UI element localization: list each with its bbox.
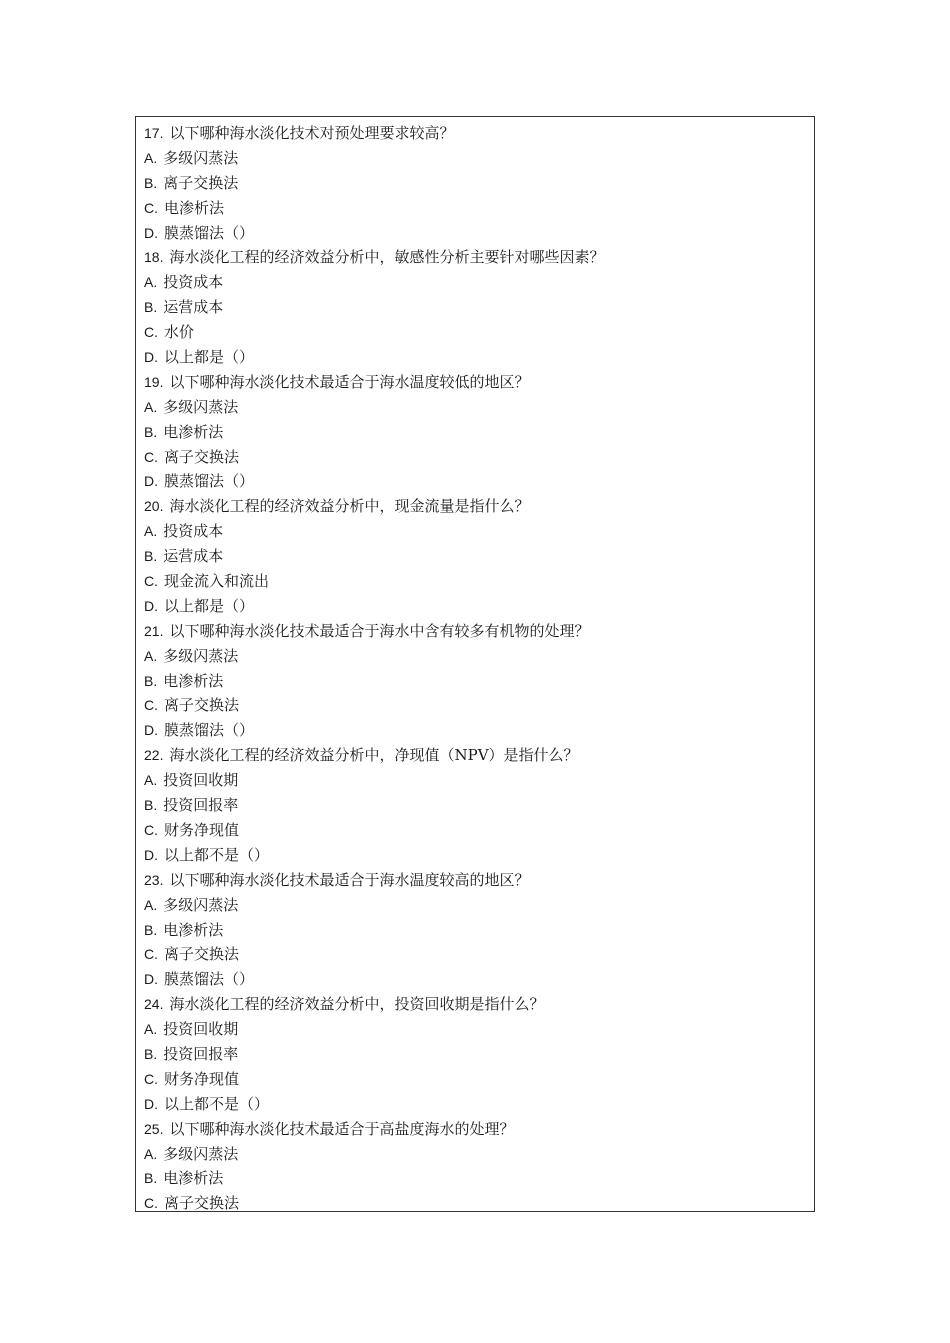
question-number: 17.	[144, 125, 164, 141]
answer-option	[144, 967, 810, 992]
option-text: 以上都不是（）	[164, 845, 270, 864]
option-text: 以上都不是（）	[164, 1094, 270, 1113]
question-stem	[144, 619, 810, 644]
option-text: 水价	[164, 323, 195, 342]
option-text: 多级闪蒸法	[163, 1144, 239, 1163]
option-text: 离子交换法	[164, 447, 240, 466]
option-text: 投资回收期	[163, 771, 239, 790]
option-letter: B.	[144, 174, 158, 191]
option-text: 膜蒸馏法（）	[164, 472, 255, 491]
option-letter: B.	[144, 1045, 158, 1062]
question-number: 22.	[144, 747, 164, 764]
question-stem	[144, 494, 810, 519]
question-text: 以下哪种海水淡化技术最适合于高盐度海水的处理？	[169, 1119, 515, 1138]
question-number: 23.	[144, 871, 164, 888]
question-number: 20.	[144, 498, 164, 515]
answer-option	[144, 942, 810, 967]
option-text: 投资回报率	[163, 1044, 239, 1063]
option-letter: C.	[144, 821, 158, 838]
answer-option	[144, 1166, 810, 1191]
option-text: 膜蒸馏法（）	[164, 223, 255, 242]
question-text: 以下哪种海水淡化技术最适合于海水温度较低的地区？	[169, 372, 530, 391]
question-number: 21.	[144, 622, 164, 639]
option-text: 现金流入和流出	[164, 572, 270, 591]
question-stem	[144, 868, 810, 893]
option-letter: C.	[144, 946, 158, 963]
option-letter: C.	[144, 1070, 158, 1087]
answer-option	[144, 594, 810, 619]
option-letter: B.	[144, 548, 158, 565]
question-text: 以下哪种海水淡化技术最适合于海水温度较高的地区？	[169, 870, 530, 889]
answer-option	[144, 146, 810, 171]
answer-option	[144, 893, 810, 918]
option-letter: D.	[144, 597, 158, 614]
option-letter: A.	[144, 896, 158, 913]
question-stem	[144, 1117, 810, 1142]
option-text: 电渗析法	[163, 422, 224, 441]
answer-option	[144, 420, 810, 445]
option-letter: C.	[144, 697, 158, 714]
question-number: 24.	[144, 996, 164, 1013]
option-text: 多级闪蒸法	[163, 148, 239, 167]
question-text: 海水淡化工程的经济效益分析中，净现值（NPV）是指什么？	[169, 746, 579, 765]
answer-option	[144, 1191, 810, 1212]
option-text: 多级闪蒸法	[163, 646, 239, 665]
answer-option	[144, 718, 810, 743]
answer-option	[144, 1017, 810, 1042]
option-letter: B.	[144, 672, 158, 689]
option-letter: C.	[144, 1195, 158, 1212]
answer-option	[144, 1067, 810, 1092]
question-text: 以下哪种海水淡化技术最适合于海水中含有较多有机物的处理？	[169, 621, 590, 640]
option-letter: B.	[144, 797, 158, 814]
option-letter: B.	[144, 921, 158, 938]
option-text: 离子交换法	[164, 1194, 240, 1212]
question-table-frame	[135, 116, 815, 1212]
option-letter: B.	[144, 1170, 158, 1187]
answer-option	[144, 693, 810, 718]
question-number: 25.	[144, 1120, 164, 1137]
answer-option	[144, 793, 810, 818]
answer-option	[144, 768, 810, 793]
question-stem	[144, 992, 810, 1017]
question-number: 19.	[144, 373, 164, 390]
answer-option	[144, 469, 810, 494]
answer-option	[144, 295, 810, 320]
option-letter: C.	[144, 448, 158, 465]
option-text: 投资回收期	[163, 1020, 239, 1039]
answer-option	[144, 519, 810, 544]
option-letter: A.	[144, 647, 158, 664]
answer-option	[144, 1092, 810, 1117]
option-letter: B.	[144, 423, 158, 440]
option-letter: A.	[144, 1145, 158, 1162]
option-text: 运营成本	[163, 298, 224, 317]
option-text: 投资回报率	[163, 796, 239, 815]
option-letter: D.	[144, 846, 158, 863]
option-letter: A.	[144, 523, 158, 540]
option-letter: C.	[144, 199, 158, 216]
option-letter: B.	[144, 299, 158, 316]
option-letter: C.	[144, 324, 158, 341]
question-list	[144, 121, 810, 1212]
option-letter: A.	[144, 772, 158, 789]
option-text: 膜蒸馏法（）	[164, 970, 255, 989]
answer-option	[144, 221, 810, 246]
question-stem	[144, 370, 810, 395]
option-text: 财务净现值	[164, 820, 240, 839]
option-text: 多级闪蒸法	[163, 397, 239, 416]
question-text: 海水淡化工程的经济效益分析中，敏感性分析主要针对哪些因素？	[169, 248, 605, 267]
option-letter: D.	[144, 1095, 158, 1112]
answer-option	[144, 918, 810, 943]
option-text: 离子交换法	[164, 696, 240, 715]
option-text: 财务净现值	[164, 1069, 240, 1088]
option-text: 电渗析法	[163, 671, 224, 690]
answer-option	[144, 171, 810, 196]
option-text: 以上都是（）	[164, 348, 255, 367]
option-text: 以上都是（）	[164, 596, 255, 615]
answer-option	[144, 320, 810, 345]
question-stem	[144, 245, 810, 270]
answer-option	[144, 395, 810, 420]
option-text: 运营成本	[163, 547, 224, 566]
answer-option	[144, 1042, 810, 1067]
option-letter: C.	[144, 573, 158, 590]
answer-option	[144, 196, 810, 221]
question-number: 18.	[144, 249, 164, 266]
option-text: 电渗析法	[163, 1169, 224, 1188]
question-text: 以下哪种海水淡化技术对预处理要求较高？	[169, 124, 455, 142]
answer-option	[144, 544, 810, 569]
question-stem	[144, 121, 810, 146]
question-stem	[144, 743, 810, 768]
option-text: 电渗析法	[163, 920, 224, 939]
answer-option	[144, 1142, 810, 1167]
option-text: 投资成本	[163, 273, 224, 292]
answer-option	[144, 644, 810, 669]
question-text: 海水淡化工程的经济效益分析中，投资回收期是指什么？	[169, 995, 545, 1014]
option-text: 膜蒸馏法（）	[164, 721, 255, 740]
option-letter: D.	[144, 224, 158, 241]
option-text: 电渗析法	[164, 198, 225, 217]
option-letter: D.	[144, 349, 158, 366]
option-letter: D.	[144, 473, 158, 490]
option-text: 投资成本	[163, 522, 224, 541]
option-letter: A.	[144, 1021, 158, 1038]
question-text: 海水淡化工程的经济效益分析中，现金流量是指什么？	[169, 497, 530, 516]
option-letter: D.	[144, 722, 158, 739]
answer-option	[144, 270, 810, 295]
option-text: 离子交换法	[163, 173, 239, 192]
answer-option	[144, 843, 810, 868]
option-letter: D.	[144, 971, 158, 988]
answer-option	[144, 345, 810, 370]
answer-option	[144, 818, 810, 843]
answer-option	[144, 669, 810, 694]
option-letter: A.	[144, 149, 158, 166]
option-letter: A.	[144, 274, 158, 291]
option-text: 离子交换法	[164, 945, 240, 964]
option-text: 多级闪蒸法	[163, 895, 239, 914]
answer-option	[144, 445, 810, 470]
option-letter: A.	[144, 398, 158, 415]
answer-option	[144, 569, 810, 594]
